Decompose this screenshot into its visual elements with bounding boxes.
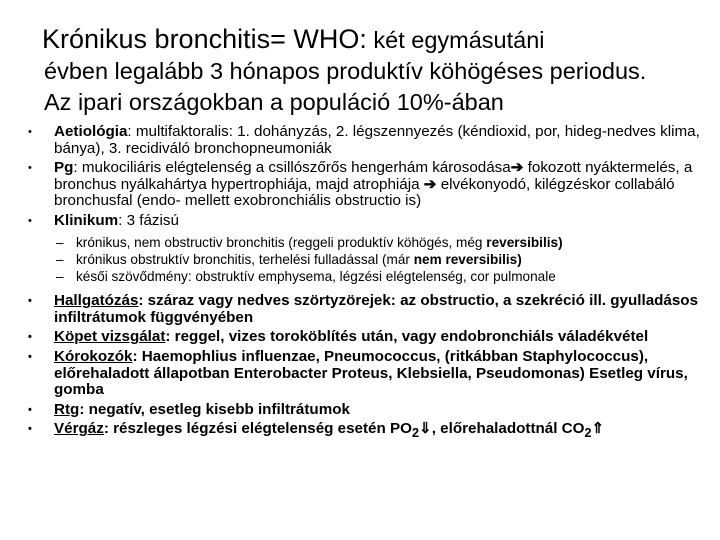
- hallgatozas-label: Hallgatózás: [54, 292, 139, 310]
- rtg-label: Rtg: [54, 400, 80, 418]
- bullet-icon: •: [28, 403, 32, 416]
- title-line-3: Az ipari országokban a populáció 10%-ában: [44, 89, 504, 115]
- slide-body: [28, 124, 704, 445]
- kopet-text: : reggel, vizes toroköblítés után, vagy endobronchiáls váladékvétel: [165, 328, 649, 346]
- vergaz-label: Vérgáz: [54, 420, 104, 438]
- korokozok-label: Kórokozók: [54, 347, 133, 365]
- bullet-rtg: [28, 402, 704, 419]
- dash-icon: –: [56, 268, 64, 284]
- bullet-pg: [28, 160, 704, 210]
- arrow-right-icon: ➔: [423, 175, 437, 193]
- slide-title: [42, 24, 702, 118]
- aetiologia-label: Aetiológia: [54, 123, 128, 140]
- bullet-kopet: [28, 329, 704, 346]
- phase-2-text: krónikus obstruktív bronchitis, terhelési fulladással (már: [76, 251, 414, 267]
- phase-3: [28, 268, 704, 285]
- phase-3-text: késői szövődmény: obstruktív emphysema, légzési elégtelenség, cor pulmonale: [76, 268, 556, 284]
- rtg-text: : negatív, esetleg kisebb infiltrátumok: [79, 400, 350, 418]
- kopet-label: Köpet vizsgálat: [54, 328, 166, 346]
- pg-text-2: fokozott nyáktermelés, a bronchus nyálkahártya hypertrophiája, majd atrophiája: [54, 159, 693, 193]
- klinikum-text: : 3 fázisú: [118, 211, 179, 229]
- bullet-icon: •: [28, 214, 32, 227]
- bullet-icon: •: [28, 331, 32, 344]
- bullet-vergaz: [28, 421, 704, 442]
- phase-2-emph: nem reversibilis): [413, 251, 522, 267]
- pg-text-1: : mukociliáris elégtelenség a csillószőrős hengerhám károsodása: [73, 159, 511, 177]
- title-rest: két egymásutáni: [366, 27, 545, 53]
- hallgatozas-text: : száraz vagy nedves szörtyzörejek: az obstructio, a szekréció ill. gyulladásos infiltrátumok függvényében: [54, 292, 699, 326]
- bullet-hallgatozas: [28, 293, 704, 326]
- phase-1-text: krónikus, nem obstructiv bronchitis (reggeli produktív köhögés, még: [76, 234, 487, 250]
- dash-icon: –: [56, 234, 64, 250]
- bullet-icon: •: [28, 350, 32, 363]
- aetiologia-text: : multifaktoralis: 1. dohányzás, 2. légszennyezés (kéndioxid, por, hideg-nedves klima, bánya), 3. recidiváló bronchopneumoniák: [54, 123, 700, 157]
- klinikum-phases: [28, 234, 704, 286]
- phase-1-emph: reversibilis): [486, 234, 563, 250]
- arrow-up-icon: ⇑: [591, 420, 605, 438]
- dash-icon: –: [56, 251, 64, 267]
- title-line-2: évben legalább 3 hónapos produktív köhögéses periodus.: [44, 58, 647, 84]
- bullet-icon: •: [28, 126, 32, 138]
- phase-1: [28, 234, 704, 251]
- klinikum-label: Klinikum: [54, 211, 119, 229]
- vergaz-text-1: : részleges légzési elégtelenség esetén PO: [103, 420, 412, 438]
- bullet-korokozok: [28, 349, 704, 399]
- arrow-down-icon: ⇓: [418, 420, 432, 438]
- korokozok-text: : Haemophlius influenzae, Pneumococcus, (ritkábban Staphylococcus), előrehaladott állapotban Enterobacter Proteus, Klebsiella, Pseudomonas) Esetleg vírus, gomba: [54, 347, 688, 399]
- pg-label: Pg: [54, 159, 74, 177]
- arrow-right-icon: ➔: [510, 159, 524, 177]
- vergaz-sub-1: 2: [411, 426, 419, 441]
- bullet-icon: •: [28, 295, 32, 308]
- phase-2: [28, 251, 704, 268]
- pg-text-3: elvékonyodó, kilégzéskor collabáló bronchusfal (endo- mellett exobronchiális obstructio is): [54, 175, 675, 210]
- title-line-1: [42, 24, 702, 56]
- bullet-icon: •: [28, 423, 32, 436]
- bullet-icon: •: [28, 162, 32, 175]
- vergaz-text-2: , előrehaladottnál CO: [431, 420, 585, 438]
- title-main: Krónikus bronchitis= WHO:: [42, 24, 367, 54]
- bullet-klinikum: [28, 213, 704, 230]
- bullet-aetiologia: [28, 124, 704, 157]
- vergaz-sub-2: 2: [584, 426, 592, 441]
